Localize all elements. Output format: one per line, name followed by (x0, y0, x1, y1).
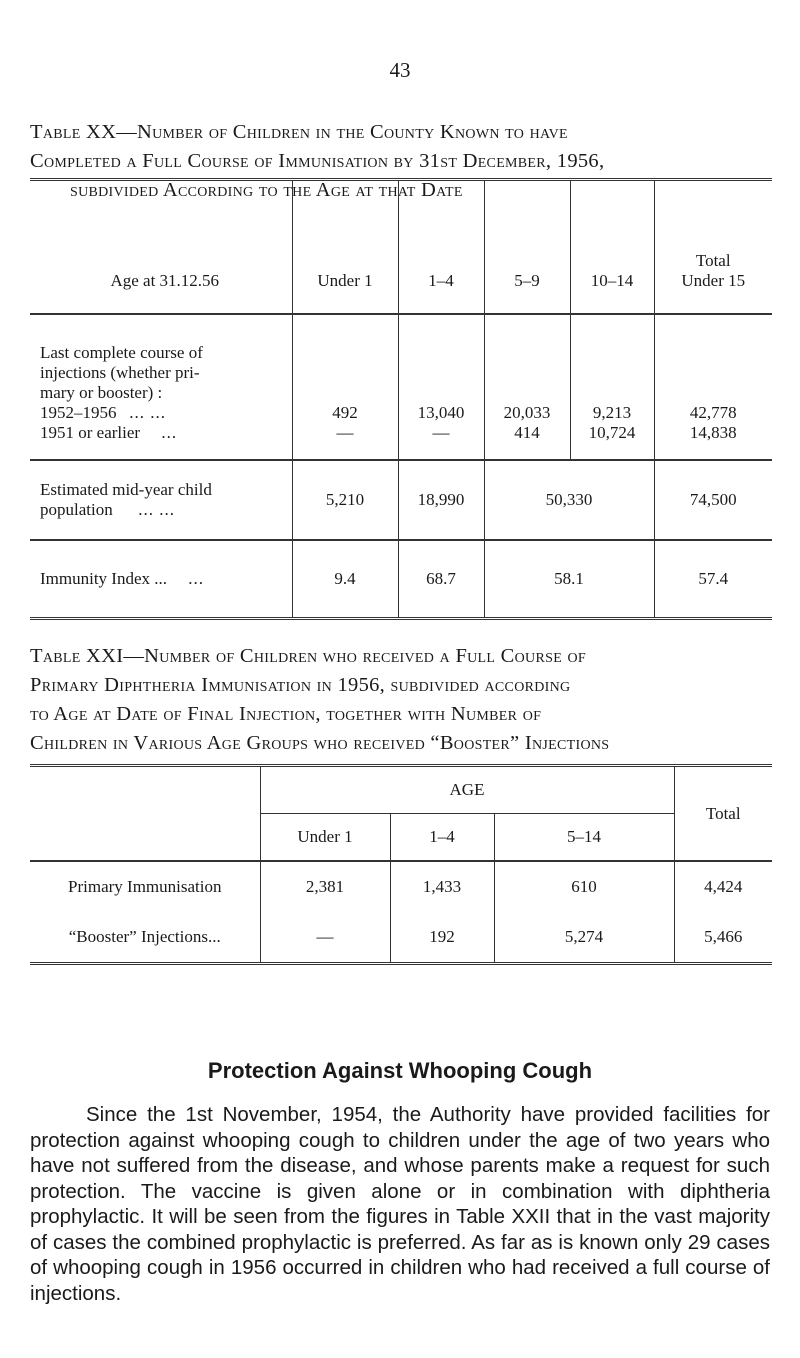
caption-line: Children in Various Age Groups who received “Booster” Injections (30, 732, 610, 754)
caption-line: Completed a Full Course of Immunisation by 31st December, 1956, (30, 150, 605, 172)
table-cell: 57.4 (654, 540, 772, 619)
table-cell: 42,778 14,838 (654, 314, 772, 460)
header-blank (30, 766, 260, 862)
column-header: 10–14 (570, 180, 654, 315)
table-cell: — (260, 912, 390, 964)
table-header-row (30, 766, 772, 814)
row-label (30, 314, 292, 460)
page-number: 43 (389, 58, 411, 82)
column-header: 1–4 (398, 180, 484, 315)
column-header: Under 1 (292, 180, 398, 315)
caption-line: subdivided According to the Age at that Date (70, 179, 463, 201)
table-cell: 68.7 (398, 540, 484, 619)
row-label-line: 1951 or earlier ... (40, 423, 178, 442)
table-cell: 2,381 (260, 861, 390, 912)
table-cell: 74,500 (654, 460, 772, 540)
total-header: Total (674, 766, 772, 862)
caption-line: Table XX—Number of Children in the County Known to have (30, 121, 568, 143)
table-row (30, 861, 772, 912)
caption-line: Table XXI—Number of Children who received a Full Course of (30, 645, 586, 667)
row-label-line: population ... ... (40, 500, 175, 519)
caption-line: Primary Diphtheria Immunisation in 1956, subdivided according (30, 674, 571, 696)
age-header: AGE (260, 766, 674, 814)
header-text: Under 15 (681, 271, 746, 290)
table-cell: 610 (494, 861, 674, 912)
row-label-line: injections (whether pri- (40, 363, 200, 382)
table-cell: 5,274 (494, 912, 674, 964)
table-cell: 9.4 (292, 540, 398, 619)
row-label: Immunity Index ... ... (40, 569, 205, 588)
table-cell: 20,033 414 (484, 314, 570, 460)
table-cell: 492 — (292, 314, 398, 460)
table-cell: 5,466 (674, 912, 772, 964)
column-header: Under 1 (260, 814, 390, 862)
row-label-line: mary or booster) : (40, 383, 163, 402)
table-cell: 1,433 (390, 861, 494, 912)
column-header: 1–4 (390, 814, 494, 862)
row-label: Primary Immunisation (68, 877, 222, 896)
table-cell: 4,424 (674, 861, 772, 912)
table-cell: 9,213 10,724 (570, 314, 654, 460)
table-row (30, 460, 772, 540)
caption-line: to Age at Date of Final Injection, together with Number of (30, 703, 542, 725)
table-row (30, 540, 772, 619)
row-label: “Booster” Injections... (68, 927, 221, 946)
column-header: Age at 31.12.56 (30, 180, 292, 315)
table-cell: 58.1 (484, 540, 654, 619)
table-xxi-caption (30, 642, 770, 758)
table-xx (30, 178, 772, 620)
table-cell: 192 (390, 912, 494, 964)
row-label-line: Last complete course of (40, 343, 203, 362)
table-header-row (30, 180, 772, 315)
table-cell: 50,330 (484, 460, 654, 540)
table-cell: 5,210 (292, 460, 398, 540)
row-label-line: Estimated mid-year child (40, 480, 212, 499)
column-header: 5–9 (484, 180, 570, 315)
column-header: 5–14 (494, 814, 674, 862)
column-header-total (654, 180, 772, 315)
table-cell: 13,040 — (398, 314, 484, 460)
section-heading: Protection Against Whooping Cough (207, 1058, 593, 1083)
header-text: Total (695, 251, 731, 270)
body-paragraph: Since the 1st November, 1954, the Authority have provided facilities for protection against whooping cough to children under the age of two years who have not suffered from the disease, and whose parents make a request for such protection. The vaccine is given alone or in combination with diphtheria prophylactic. It will be seen from the figures in Table XXII that in the vast majority of cases the combined prophylactic is preferred. As far as is known only 29 cases of whooping cough in 1956 occurred in children who had received a full course of injections. (30, 1103, 770, 1305)
row-label-line: 1952–1956 ... ... (40, 403, 166, 422)
table-row (30, 912, 772, 964)
table-cell: 18,990 (398, 460, 484, 540)
table-xxi (30, 764, 772, 965)
table-row (30, 314, 772, 460)
row-label (30, 460, 292, 540)
